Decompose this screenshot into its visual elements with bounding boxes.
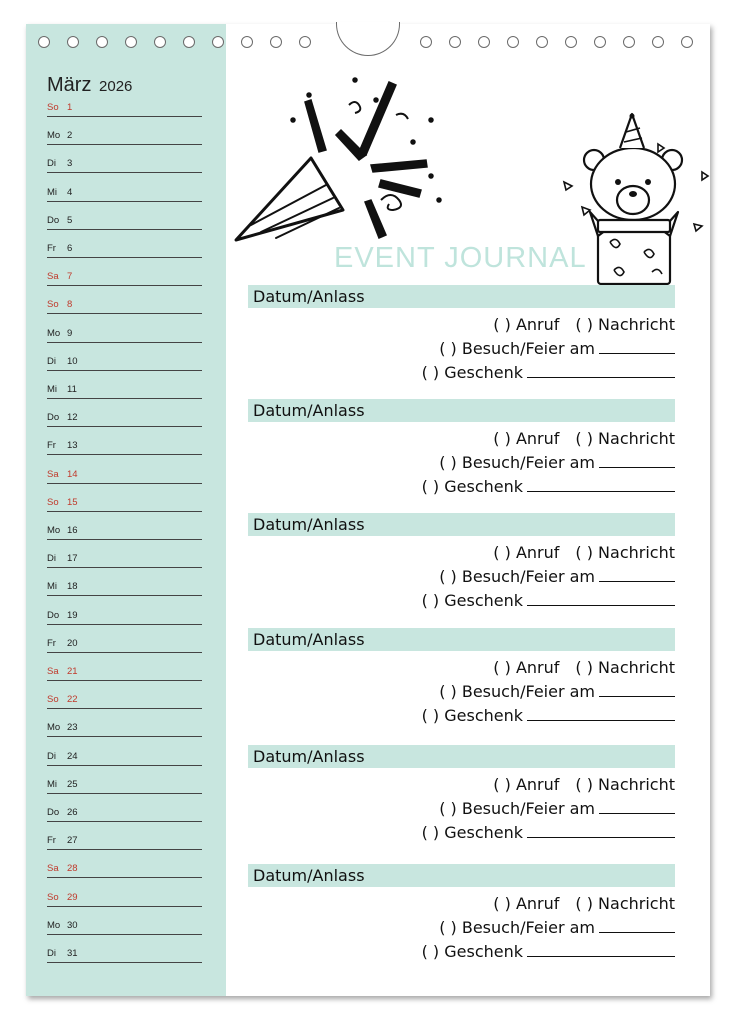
- day-number: 2: [67, 130, 73, 142]
- contact-options: [493, 429, 675, 448]
- day-number: 13: [67, 440, 78, 452]
- day-name: Sa: [47, 271, 59, 283]
- day-name: Mo: [47, 327, 61, 339]
- day-row: [47, 581, 202, 596]
- visit-line: [439, 799, 675, 818]
- day-name: So: [47, 102, 59, 113]
- message-option[interactable]: ( ) Nachricht: [575, 894, 675, 913]
- bear-gift-icon: [554, 112, 714, 287]
- day-row: [47, 610, 202, 625]
- journal-entry: [248, 628, 675, 728]
- binding-hole: [681, 36, 693, 48]
- day-number: 16: [67, 525, 78, 536]
- entry-header: Datum/Anlass: [248, 628, 675, 651]
- day-name: Di: [47, 553, 56, 565]
- binding-hole: [241, 36, 253, 48]
- journal-entry: [248, 864, 675, 964]
- day-row: [47, 807, 202, 822]
- day-name: Sa: [47, 666, 59, 677]
- date-sidebar: [26, 24, 226, 996]
- day-row: [47, 440, 202, 455]
- day-name: Mi: [47, 778, 58, 790]
- visit-date-blank[interactable]: [599, 339, 675, 354]
- day-number: 4: [67, 186, 73, 198]
- month-year: 2026: [99, 78, 133, 95]
- message-option[interactable]: ( ) Nachricht: [575, 775, 675, 794]
- binding-hole: [38, 36, 50, 48]
- day-number: 22: [67, 694, 78, 706]
- day-row: [47, 835, 202, 850]
- day-name: Sa: [47, 468, 59, 480]
- entry-header: Datum/Anlass: [248, 513, 675, 536]
- contact-options: [493, 315, 675, 334]
- binding-hole: [536, 36, 548, 48]
- day-number: 6: [67, 243, 73, 254]
- day-number: 20: [67, 637, 78, 649]
- visit-date-blank[interactable]: [599, 567, 675, 582]
- binding-hole: [67, 36, 79, 48]
- day-name: Mi: [47, 581, 58, 593]
- day-name: Fr: [47, 835, 56, 847]
- day-row: [47, 863, 202, 878]
- day-row: [47, 751, 202, 766]
- day-row: [47, 469, 202, 484]
- day-number: 11: [67, 384, 77, 395]
- day-number: 21: [67, 666, 78, 677]
- binding-hole: [594, 36, 606, 48]
- day-number: 17: [67, 553, 78, 565]
- day-number: 14: [67, 468, 78, 480]
- gift-blank[interactable]: [527, 823, 675, 838]
- day-name: So: [47, 891, 59, 903]
- day-row: [47, 948, 202, 963]
- message-option[interactable]: ( ) Nachricht: [575, 315, 675, 334]
- visit-date-blank[interactable]: [599, 453, 675, 468]
- day-number: 12: [67, 412, 78, 424]
- day-row: [47, 328, 202, 343]
- calendar-page: [26, 24, 710, 996]
- day-name: Fr: [47, 637, 56, 649]
- entry-header: Datum/Anlass: [248, 864, 675, 887]
- gift-blank[interactable]: [527, 942, 675, 957]
- gift-line: [422, 363, 675, 382]
- contact-options: [493, 543, 675, 562]
- visit-line: [439, 918, 675, 937]
- day-number: 28: [67, 863, 78, 875]
- visit-option[interactable]: ( ) Besuch/Feier am: [439, 799, 595, 818]
- day-number: 15: [67, 496, 78, 508]
- day-name: Di: [47, 158, 56, 170]
- day-number: 30: [67, 919, 78, 931]
- message-option[interactable]: ( ) Nachricht: [575, 543, 675, 562]
- contact-options: [493, 894, 675, 913]
- day-row: [47, 638, 202, 653]
- gift-line: [422, 477, 675, 496]
- day-name: Do: [47, 214, 60, 226]
- day-row: [47, 525, 202, 540]
- call-option[interactable]: ( ) Anruf: [493, 658, 560, 677]
- day-name: Mo: [47, 525, 61, 536]
- day-name: Sa: [47, 863, 59, 875]
- gift-line: [422, 591, 675, 610]
- binding-hole: [507, 36, 519, 48]
- day-number: 7: [67, 271, 73, 283]
- binding-hole: [270, 36, 282, 48]
- binding-hole: [125, 36, 137, 48]
- day-row: [47, 722, 202, 737]
- day-row: [47, 779, 202, 794]
- day-number: 10: [67, 355, 78, 367]
- day-number: 1: [67, 102, 73, 113]
- day-row: [47, 102, 202, 117]
- gift-blank[interactable]: [527, 706, 675, 721]
- day-number: 26: [67, 807, 78, 818]
- call-option[interactable]: ( ) Anruf: [493, 315, 560, 334]
- binding-hole: [299, 36, 311, 48]
- month-name: März: [47, 74, 92, 96]
- call-option[interactable]: ( ) Anruf: [493, 543, 560, 562]
- day-number: 23: [67, 722, 78, 734]
- visit-option[interactable]: ( ) Besuch/Feier am: [439, 918, 595, 937]
- day-number: 9: [67, 327, 73, 339]
- entry-header: Datum/Anlass: [248, 399, 675, 422]
- journal-entry: [248, 745, 675, 845]
- day-name: Mi: [47, 186, 58, 198]
- day-number: 18: [67, 581, 78, 593]
- contact-options: [493, 775, 675, 794]
- entry-header: Datum/Anlass: [248, 745, 675, 768]
- day-name: Do: [47, 412, 60, 424]
- gift-option[interactable]: ( ) Geschenk: [421, 591, 523, 610]
- day-row: [47, 187, 202, 202]
- binding-hole: [623, 36, 635, 48]
- day-row: [47, 892, 202, 907]
- day-name: Fr: [47, 243, 56, 254]
- day-number: 27: [67, 835, 78, 847]
- day-name: Mi: [47, 384, 58, 395]
- hanger-cutout: [336, 22, 400, 56]
- month-title: [47, 74, 132, 97]
- day-number: 3: [67, 158, 73, 170]
- visit-date-blank[interactable]: [599, 799, 675, 814]
- day-number: 19: [67, 609, 78, 621]
- day-name: Di: [47, 948, 56, 959]
- day-row: [47, 158, 202, 173]
- entry-header: Datum/Anlass: [248, 285, 675, 308]
- day-number: 8: [67, 299, 73, 311]
- binding-hole: [565, 36, 577, 48]
- day-row: [47, 920, 202, 935]
- gift-option[interactable]: ( ) Geschenk: [421, 363, 523, 382]
- binding-hole: [154, 36, 166, 48]
- gift-option[interactable]: ( ) Geschenk: [421, 942, 523, 961]
- day-name: So: [47, 694, 59, 706]
- day-name: Di: [47, 750, 56, 762]
- day-number: 25: [67, 778, 78, 790]
- day-name: Mo: [47, 919, 61, 931]
- gift-option[interactable]: ( ) Geschenk: [421, 706, 523, 725]
- visit-option[interactable]: ( ) Besuch/Feier am: [439, 682, 595, 701]
- day-row: [47, 215, 202, 230]
- gift-line: [422, 706, 675, 725]
- day-name: Di: [47, 355, 56, 367]
- visit-line: [439, 567, 675, 586]
- day-row: [47, 553, 202, 568]
- gift-option[interactable]: ( ) Geschenk: [421, 477, 523, 496]
- day-row: [47, 130, 202, 145]
- day-row: [47, 356, 202, 371]
- message-option[interactable]: ( ) Nachricht: [575, 429, 675, 448]
- binding-hole: [212, 36, 224, 48]
- visit-date-blank[interactable]: [599, 682, 675, 697]
- day-row: [47, 384, 202, 399]
- gift-blank[interactable]: [527, 363, 675, 378]
- call-option[interactable]: ( ) Anruf: [493, 775, 560, 794]
- journal-entry: [248, 285, 675, 385]
- visit-line: [439, 453, 675, 472]
- gift-option[interactable]: ( ) Geschenk: [421, 823, 523, 842]
- visit-line: [439, 339, 675, 358]
- visit-line: [439, 682, 675, 701]
- day-row: [47, 694, 202, 709]
- contact-options: [493, 658, 675, 677]
- day-row: [47, 666, 202, 681]
- binding-hole: [420, 36, 432, 48]
- day-name: Do: [47, 609, 60, 621]
- visit-option[interactable]: ( ) Besuch/Feier am: [439, 339, 595, 358]
- binding-hole: [96, 36, 108, 48]
- visit-date-blank[interactable]: [599, 918, 675, 933]
- day-row: [47, 243, 202, 258]
- day-name: So: [47, 299, 59, 311]
- day-name: Fr: [47, 440, 56, 452]
- day-name: Do: [47, 807, 60, 818]
- day-row: [47, 497, 202, 512]
- day-name: Mo: [47, 130, 61, 142]
- journal-entry: [248, 513, 675, 613]
- day-row: [47, 412, 202, 427]
- journal-entry: [248, 399, 675, 499]
- day-row: [47, 271, 202, 286]
- call-option[interactable]: ( ) Anruf: [493, 429, 560, 448]
- message-option[interactable]: ( ) Nachricht: [575, 658, 675, 677]
- day-number: 29: [67, 891, 78, 903]
- day-number: 5: [67, 214, 73, 226]
- binding-holes: [26, 24, 710, 64]
- party-popper-icon: [231, 60, 471, 250]
- gift-line: [422, 942, 675, 961]
- gift-blank[interactable]: [527, 591, 675, 606]
- gift-blank[interactable]: [527, 477, 675, 492]
- journal-title: EVENT JOURNAL: [334, 242, 587, 274]
- visit-option[interactable]: ( ) Besuch/Feier am: [439, 567, 595, 586]
- visit-option[interactable]: ( ) Besuch/Feier am: [439, 453, 595, 472]
- binding-hole: [652, 36, 664, 48]
- binding-hole: [183, 36, 195, 48]
- binding-hole: [478, 36, 490, 48]
- day-name: Mo: [47, 722, 61, 734]
- day-number: 31: [67, 948, 78, 959]
- day-number: 24: [67, 750, 78, 762]
- day-row: [47, 299, 202, 314]
- call-option[interactable]: ( ) Anruf: [493, 894, 560, 913]
- day-name: So: [47, 496, 59, 508]
- binding-hole: [449, 36, 461, 48]
- gift-line: [422, 823, 675, 842]
